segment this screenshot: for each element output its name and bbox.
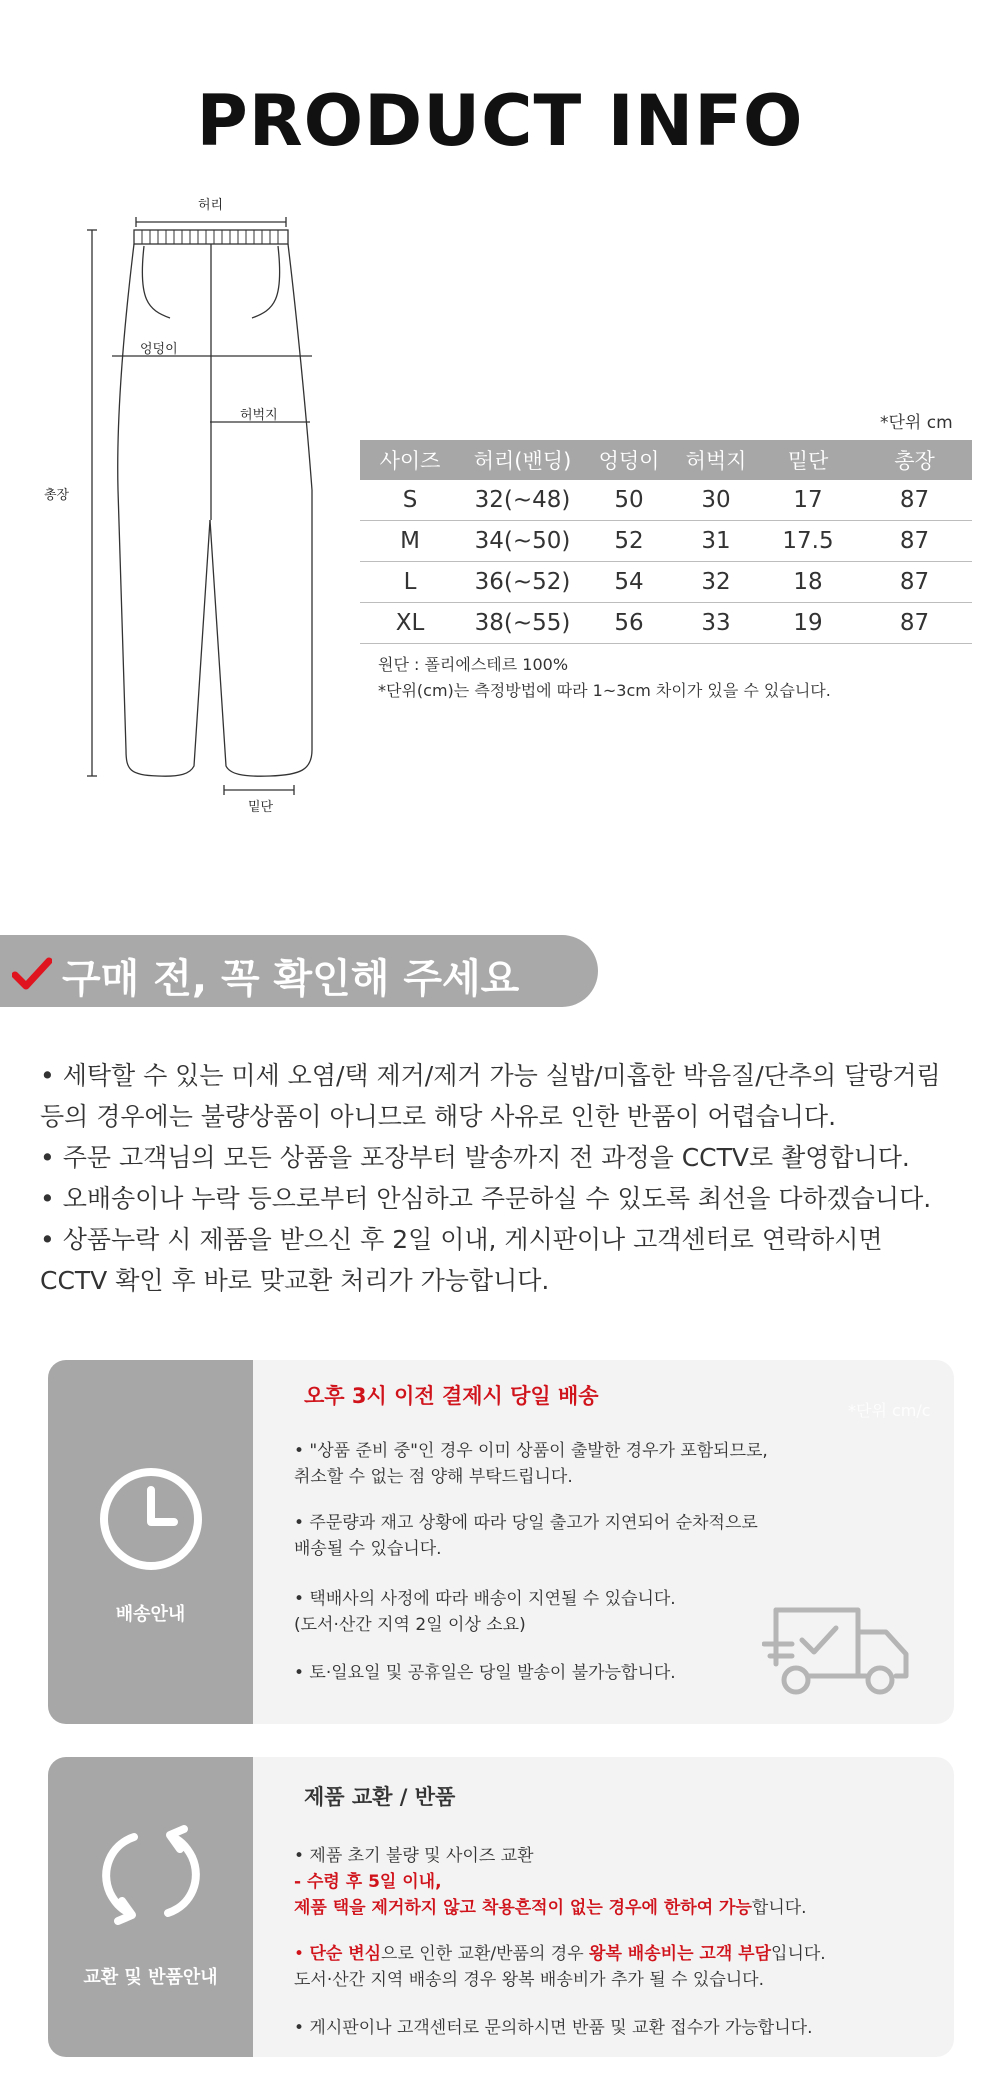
check-before-purchase-banner	[0, 935, 598, 1007]
header-cell: 사이즈	[360, 440, 460, 480]
highlight-text: 왕복 배송비는 고객 부담	[589, 1944, 772, 1964]
bullet-line	[294, 1895, 807, 1921]
header-cell: 총장	[857, 440, 972, 480]
exchange-arrows-icon	[96, 1823, 206, 1927]
table-row	[360, 521, 972, 562]
shipping-label: 배송안내	[115, 1604, 186, 1625]
table-cell: XL	[360, 603, 460, 644]
table-cell: 32	[673, 562, 759, 603]
bullet-line: 취소할 수 없는 점 양해 부탁드립니다.	[294, 1467, 573, 1487]
table-cell: 54	[585, 562, 673, 603]
checkmark-icon	[12, 953, 52, 993]
table-cell: 50	[585, 480, 673, 521]
plain-text: 으로 인한 교환/반품의 경우	[381, 1944, 590, 1964]
clock-icon	[98, 1466, 204, 1572]
table-cell: 87	[857, 562, 972, 603]
size-table	[360, 440, 972, 644]
table-cell: 17.5	[759, 521, 857, 562]
table-cell: 34(~50)	[460, 521, 585, 562]
shipping-bullet	[294, 1586, 676, 1638]
table-cell: 33	[673, 603, 759, 644]
shipping-info-card	[48, 1360, 954, 1724]
bullet-line: - 수령 후 5일 이내,	[294, 1872, 442, 1892]
bullet-line	[294, 1941, 826, 1967]
length-label: 총장	[44, 488, 70, 503]
delivery-truck-icon	[762, 1604, 912, 1700]
notice-line: CCTV 확인 후 바로 맞교환 처리가 가능합니다.	[40, 1266, 550, 1295]
table-cell: L	[360, 562, 460, 603]
page-title: PRODUCT INFO	[196, 80, 804, 162]
table-cell: M	[360, 521, 460, 562]
exchange-label: 교환 및 반품안내	[83, 1967, 218, 1988]
table-cell: 18	[759, 562, 857, 603]
bullet-line: 배송될 수 있습니다.	[294, 1539, 442, 1559]
exchange-side-panel	[48, 1757, 253, 2057]
plain-text: 입니다.	[771, 1944, 826, 1964]
notice-list	[40, 1055, 960, 1301]
shipping-bullet	[294, 1510, 758, 1562]
bullet-line: • "상품 준비 중"인 경우 이미 상품이 출발한 경우가 포함되므로,	[294, 1441, 768, 1461]
hem-label: 밑단	[248, 800, 274, 815]
same-day-shipping-heading: 오후 3시 이전 결제시 당일 배송	[304, 1384, 599, 1408]
table-cell: 87	[857, 480, 972, 521]
plain-text: 합니다.	[751, 1898, 807, 1918]
pants-diagram	[30, 190, 350, 820]
exchange-heading: 제품 교환 / 반품	[304, 1785, 456, 1809]
bullet-line: • 토·일요일 및 공휴일은 당일 발송이 불가능합니다.	[294, 1663, 676, 1683]
exchange-bullet	[294, 2015, 812, 2041]
bullet-line: • 주문량과 재고 상황에 따라 당일 출고가 지연되어 순차적으로	[294, 1513, 758, 1533]
banner-title: 구매 전, 꼭 확인해 주세요	[62, 956, 520, 1002]
table-cell: 32(~48)	[460, 480, 585, 521]
header-cell: 밑단	[759, 440, 857, 480]
table-cell: 30	[673, 480, 759, 521]
header-cell: 허리(밴딩)	[460, 440, 585, 480]
exchange-bullet	[294, 1843, 807, 1921]
table-cell: 87	[857, 603, 972, 644]
shipping-bullet	[294, 1660, 676, 1686]
exchange-return-card	[48, 1757, 954, 2057]
notice-line: • 세탁할 수 있는 미세 오염/택 제거/제거 가능 실밥/미흡한 박음질/단추의 달랑거림	[40, 1061, 941, 1090]
notice-line: • 상품누락 시 제품을 받으신 후 2일 이내, 게시판이나 고객센터로 연락하시면	[40, 1225, 883, 1254]
bullet-line: (도서·산간 지역 2일 이상 소요)	[294, 1615, 526, 1635]
table-cell: 52	[585, 521, 673, 562]
table-row	[360, 562, 972, 603]
pants-outline-illustration	[30, 190, 350, 820]
bullet-line: 도서·산간 지역 배송의 경우 왕복 배송비가 추가 될 수 있습니다.	[294, 1970, 764, 1990]
waist-label: 허리	[198, 198, 224, 213]
table-cell: 38(~55)	[460, 603, 585, 644]
bullet-line: • 게시판이나 고객센터로 문의하시면 반품 및 교환 접수가 가능합니다.	[294, 2018, 813, 2038]
fabric-info: 원단 : 폴리에스테르 100%	[378, 655, 569, 674]
table-row	[360, 480, 972, 521]
header-cell: 엉덩이	[585, 440, 673, 480]
size-note: *단위(cm)는 측정방법에 따라 1~3cm 차이가 있을 수 있습니다.	[378, 681, 831, 700]
notice-line: • 오배송이나 누락 등으로부터 안심하고 주문하실 수 있도록 최선을 다하겠습니다.	[40, 1184, 932, 1213]
shipping-side-panel	[48, 1360, 253, 1724]
unit-note: *단위 cm	[880, 413, 953, 433]
table-cell: 17	[759, 480, 857, 521]
header-cell: 허벅지	[673, 440, 759, 480]
thigh-label: 허벅지	[240, 408, 278, 423]
notice-line: 등의 경우에는 불량상품이 아니므로 해당 사유로 인한 반품이 어렵습니다.	[40, 1102, 837, 1131]
highlight-text: 제품 택을 제거하지 않고 착용흔적이 없는 경우에 한하여 가능	[294, 1898, 752, 1918]
table-cell: 36(~52)	[460, 562, 585, 603]
table-row	[360, 603, 972, 644]
shipping-bullet	[294, 1438, 768, 1490]
bullet-line: • 택배사의 사정에 따라 배송이 지연될 수 있습니다.	[294, 1589, 676, 1609]
table-cell: 56	[585, 603, 673, 644]
table-cell: 31	[673, 521, 759, 562]
hip-label: 엉덩이	[140, 342, 178, 357]
highlight-text: 단순 변심	[309, 1944, 382, 1964]
notice-line: • 주문 고객님의 모든 상품을 포장부터 발송까지 전 과정을 CCTV로 촬영합니다.	[40, 1143, 910, 1172]
exchange-bullet	[294, 1941, 826, 1993]
bullet-mark: •	[294, 1944, 310, 1964]
bullet-line: • 제품 초기 불량 및 사이즈 교환	[294, 1846, 534, 1866]
faint-unit-text: *단위 cm/c	[848, 1401, 931, 1420]
table-cell: 19	[759, 603, 857, 644]
table-cell: 87	[857, 521, 972, 562]
table-cell: S	[360, 480, 460, 521]
size-table-header	[360, 440, 972, 480]
